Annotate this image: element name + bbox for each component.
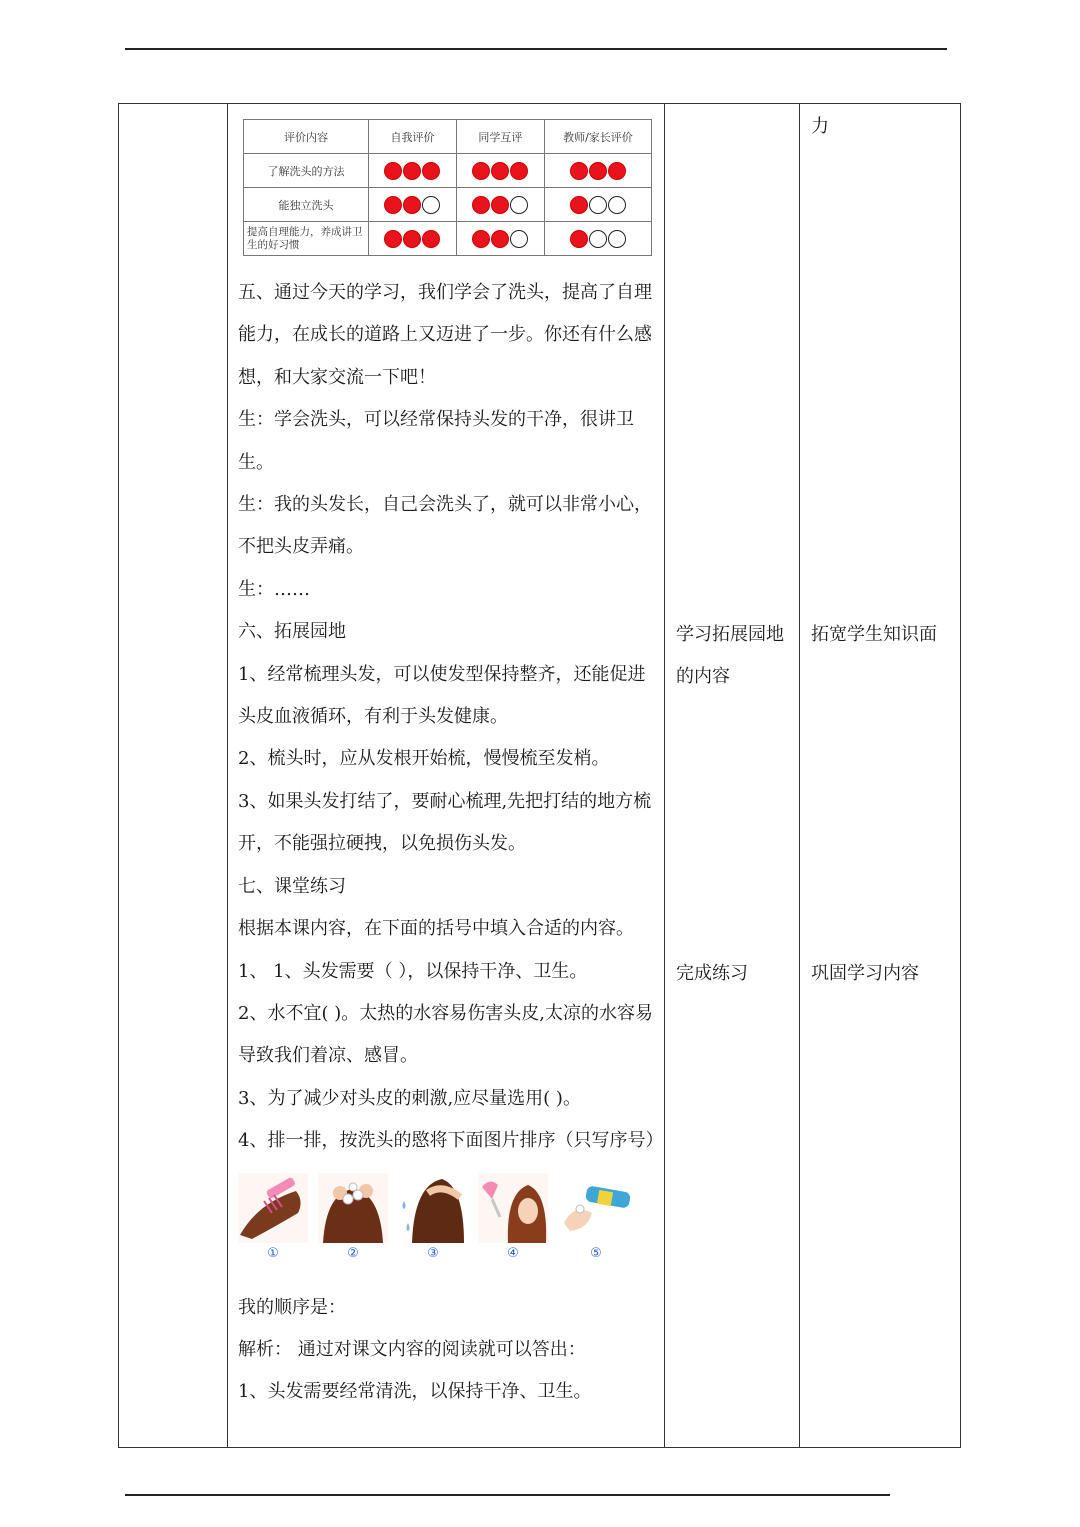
hair-washing-pictures (238, 1173, 663, 1281)
empty-rating-dot (422, 196, 440, 214)
rating-dots (570, 162, 626, 180)
section-heading: 六、拓展园地 (238, 621, 346, 643)
picture-comb (238, 1173, 308, 1265)
picture-shampoo (558, 1173, 634, 1265)
picture-number: ② (347, 1245, 359, 1261)
lesson-table (118, 103, 961, 1448)
empty-rating-dot (510, 230, 528, 248)
eval-row-label: 提高自理能力，养成讲卫生的好习惯 (244, 222, 369, 256)
column-divider (664, 104, 665, 1447)
empty-rating-dot (589, 196, 607, 214)
filled-rating-dot (472, 230, 490, 248)
paragraph: 生：我的头发长，自己会洗头了，就可以非常小心，不把头皮弄痛。 (238, 494, 652, 558)
activity-label: 完成练习 (676, 963, 748, 984)
eval-row-label: 了解洗头的方法 (244, 154, 369, 188)
filled-rating-dot (384, 196, 402, 214)
paragraph: 生：…… (238, 578, 310, 600)
exercise-item: 1、 1、头发需要（ ），以保持干净、卫生。 (238, 960, 588, 982)
filled-rating-dot (384, 162, 402, 180)
evaluation-table (243, 119, 652, 256)
shampoo-illustration (558, 1173, 634, 1243)
filled-rating-dot (403, 162, 421, 180)
filled-rating-dot (384, 230, 402, 248)
paragraph: 五、通过今天的学习，我们学会了洗头，提高了自理能力，在成长的道路上又迈进了一步。你还有什么感想，和大家交流一下吧！ (238, 282, 652, 388)
picture-dry (478, 1173, 548, 1265)
exercise-item: 3、为了减少对头皮的刺激,应尽量选用( )。 (238, 1087, 581, 1109)
rating-dots (472, 162, 528, 180)
evaluation-row (244, 188, 652, 222)
filled-rating-dot (491, 230, 509, 248)
rating-cell (544, 188, 651, 222)
filled-rating-dot (472, 162, 490, 180)
purpose-label: 力 (811, 116, 829, 137)
rating-cell (544, 154, 651, 188)
filled-rating-dot (570, 230, 588, 248)
paragraph: 我的顺序是： (238, 1296, 346, 1318)
paragraph: 生：学会洗头，可以经常保持头发的干净，很讲卫生。 (238, 409, 634, 473)
picture-lather (318, 1173, 388, 1265)
rating-cell (369, 154, 457, 188)
evaluation-header-row (244, 120, 652, 154)
evaluation-row (244, 154, 652, 188)
rating-cell (369, 188, 457, 222)
lesson-content (238, 272, 663, 1414)
filled-rating-dot (422, 162, 440, 180)
activity-label: 的内容 (676, 666, 730, 687)
rating-dots (472, 196, 528, 214)
filled-rating-dot (589, 162, 607, 180)
picture-rinse (398, 1173, 468, 1265)
filled-rating-dot (510, 162, 528, 180)
filled-rating-dot (608, 162, 626, 180)
eval-header: 评价内容 (244, 120, 369, 154)
rating-dots (472, 230, 528, 248)
paragraph: 1、头发需要经常清洗，以保持干净、卫生。 (238, 1381, 592, 1403)
picture-number: ① (267, 1245, 279, 1261)
header-rule (125, 48, 947, 50)
exercise-item: 4、排一排，按洗头的愍将下面图片排序（只写序号） (238, 1130, 664, 1152)
rating-cell (369, 222, 457, 256)
empty-rating-dot (589, 230, 607, 248)
section-heading: 七、课堂练习 (238, 875, 346, 897)
comb-hair-illustration (238, 1173, 308, 1243)
empty-rating-dot (608, 230, 626, 248)
empty-rating-dot (510, 196, 528, 214)
eval-header: 同学互评 (456, 120, 544, 154)
rating-cell (456, 222, 544, 256)
paragraph: 2、梳头时，应从发根开始梳，慢慢梳至发梢。 (238, 748, 610, 770)
eval-header: 自我评价 (369, 120, 457, 154)
eval-header: 教师/家长评价 (544, 120, 651, 154)
rating-dots (570, 196, 626, 214)
eval-row-label: 能独立洗头 (244, 188, 369, 222)
picture-number: ⑤ (590, 1245, 602, 1261)
evaluation-row (244, 222, 652, 256)
exercise-item: 2、水不宜( )。太热的水容易伤害头皮,太凉的水容易导致我们着凉、感冒。 (238, 1002, 653, 1067)
rating-cell (456, 188, 544, 222)
purpose-label: 拓宽学生知识面 (811, 624, 937, 645)
picture-number: ③ (427, 1245, 439, 1261)
footer-rule (125, 1494, 890, 1496)
activity-label: 学习拓展园地 (676, 624, 784, 645)
filled-rating-dot (491, 196, 509, 214)
empty-rating-dot (608, 196, 626, 214)
dry-hair-illustration (478, 1173, 548, 1243)
filled-rating-dot (422, 230, 440, 248)
rating-dots (384, 162, 440, 180)
filled-rating-dot (570, 196, 588, 214)
column-divider (799, 104, 800, 1447)
paragraph: 1、经常梳理头发，可以使发型保持整齐，还能促进头皮血液循环，有利于头发健康。 (238, 663, 646, 728)
rating-cell (456, 154, 544, 188)
lather-illustration (318, 1173, 388, 1243)
rating-cell (544, 222, 651, 256)
filled-rating-dot (403, 230, 421, 248)
filled-rating-dot (491, 162, 509, 180)
rinse-illustration (398, 1173, 468, 1243)
purpose-label: 巩固学习内容 (811, 963, 919, 984)
filled-rating-dot (570, 162, 588, 180)
picture-number: ④ (507, 1245, 519, 1261)
rating-dots (384, 196, 440, 214)
column-divider (227, 104, 228, 1447)
paragraph: 解析： 通过对课文内容的阅读就可以答出： (238, 1338, 586, 1360)
filled-rating-dot (472, 196, 490, 214)
filled-rating-dot (403, 196, 421, 214)
paragraph: 3、如果头发打结了，要耐心梳理,先把打结的地方梳开，不能强拉硬拽，以免损伤头发。 (238, 790, 652, 855)
rating-dots (570, 230, 626, 248)
paragraph: 根据本课内容，在下面的括号中填入合适的内容。 (238, 918, 634, 940)
rating-dots (384, 230, 440, 248)
